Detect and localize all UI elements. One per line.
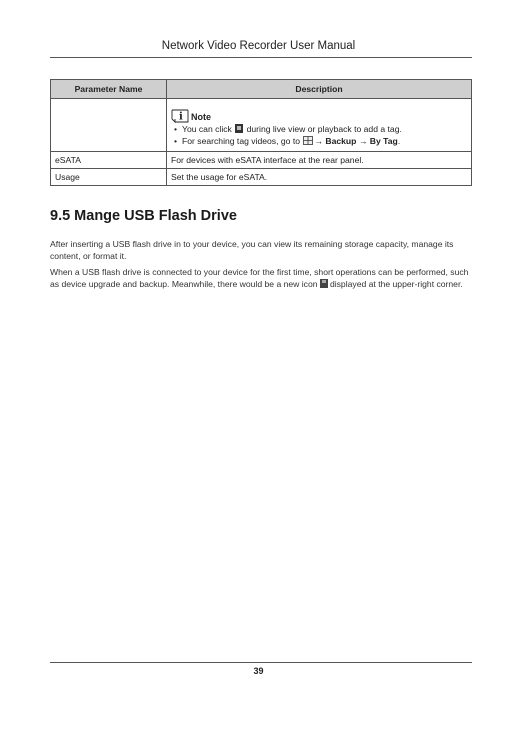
header-divider	[50, 57, 472, 58]
arrow-glyph: →	[314, 135, 323, 146]
parameter-name-cell: Usage	[51, 169, 167, 186]
note-bullet-search-tag	[171, 135, 467, 147]
paragraph-first-connection-text: When a USB flash drive is connected to your device for the first time, short operations can be performed, such as device upgrade and backup. Meanwhile, there would be a new icon	[50, 267, 469, 290]
bullet2-period: .	[397, 135, 401, 146]
page-number: 39	[253, 666, 264, 676]
main-menu-grid-icon	[303, 136, 313, 145]
bullet-dot: •	[174, 123, 178, 134]
tag-icon	[235, 124, 243, 133]
note-label: Note	[191, 111, 211, 122]
table-row-note	[51, 99, 472, 152]
table-row	[51, 169, 472, 186]
backup-menu-text: Backup	[325, 135, 357, 146]
usb-drive-icon	[320, 279, 328, 288]
note-info-icon	[171, 109, 189, 123]
by-tag-menu-text: By Tag	[369, 135, 398, 146]
paragraph-first-connection-end: displayed at the upper-right corner.	[329, 279, 463, 290]
table-header-row	[51, 80, 472, 99]
bullet-dot: •	[174, 135, 178, 146]
description-cell: For devices with eSATA interface at the rear panel.	[167, 152, 472, 169]
column-header-parameter-name: Parameter Name	[51, 80, 167, 99]
arrow-glyph-2: →	[358, 135, 368, 146]
bullet2-pre-text: For searching tag videos, go to	[182, 135, 300, 146]
column-header-description: Description	[167, 80, 472, 99]
note-cell	[167, 99, 472, 152]
page-header-title: Network Video Recorder User Manual	[161, 40, 356, 52]
empty-parameter-cell	[51, 99, 167, 152]
svg-text:i: i	[179, 111, 183, 122]
paragraph-inserting-usb: After inserting a USB flash drive in to your device, you can view its remaining storage capacity, manage its content, or format it.	[50, 239, 454, 262]
parameter-table	[50, 79, 472, 186]
note-heading	[171, 104, 467, 123]
parameter-name-cell: eSATA	[51, 152, 167, 169]
description-cell: Set the usage for eSATA.	[167, 169, 472, 186]
footer-divider	[50, 662, 472, 663]
bullet1-post-text: during live view or playback to add a tag.	[246, 123, 402, 134]
paragraph-first-connection	[50, 266, 472, 290]
section-heading: 9.5 Mange USB Flash Drive	[50, 208, 237, 224]
bullet1-pre-text: You can click	[182, 123, 232, 134]
table-row	[51, 152, 472, 169]
note-bullet-add-tag	[171, 123, 467, 135]
